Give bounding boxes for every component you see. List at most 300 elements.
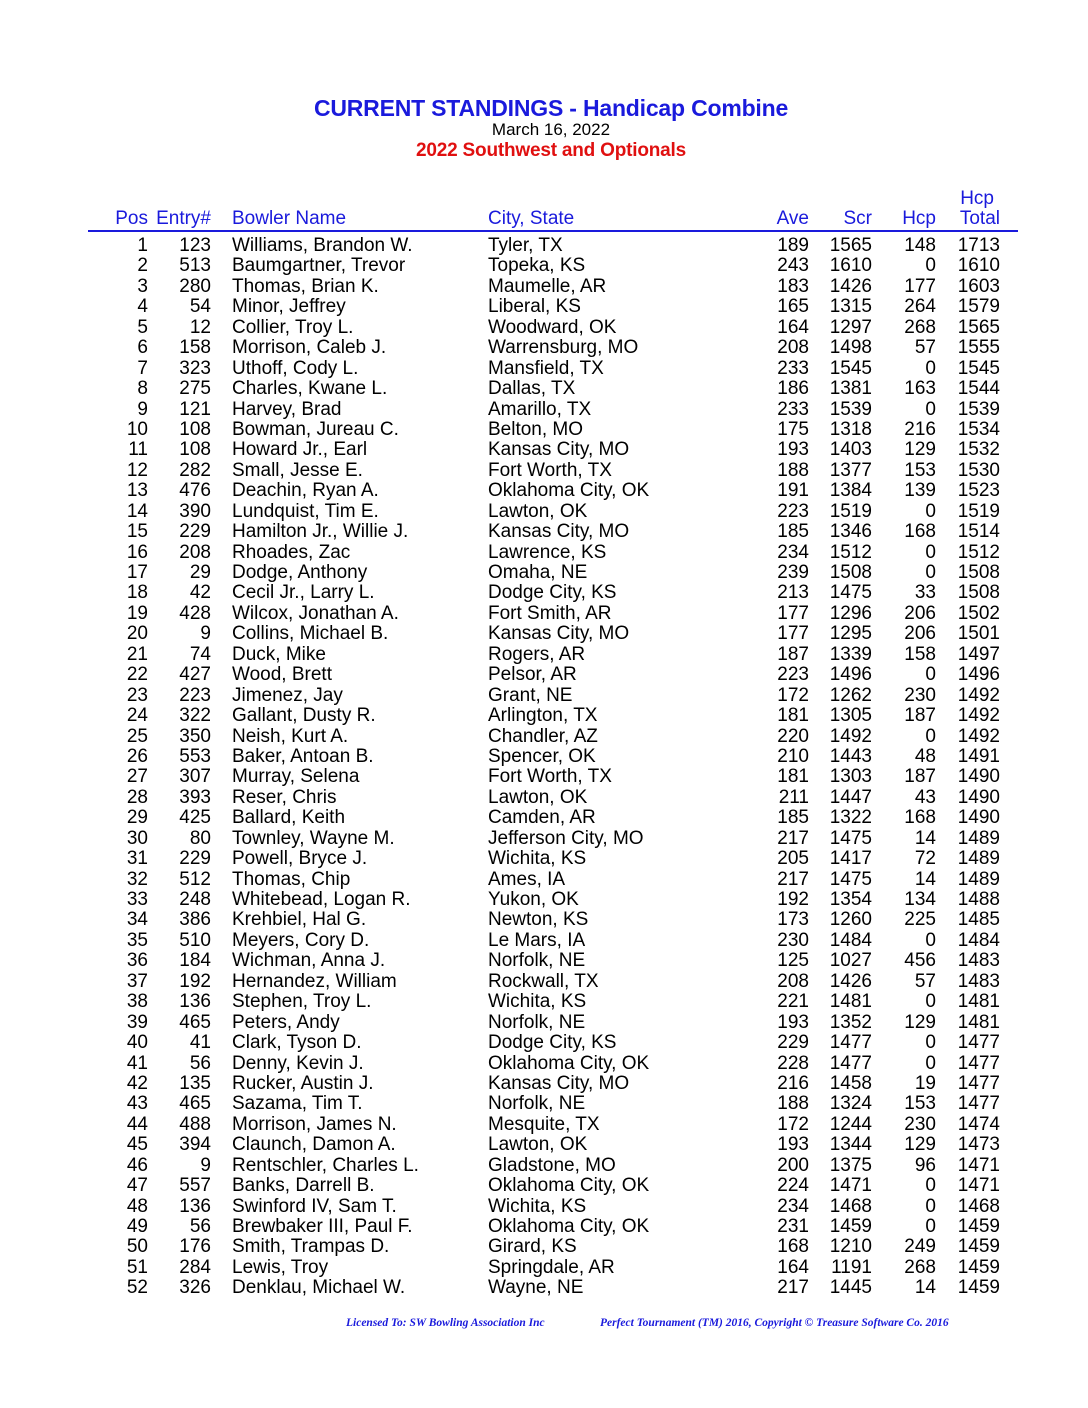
cell-scr: 1305 <box>829 705 872 727</box>
cell-pos: 44 <box>126 1113 148 1135</box>
cell-pos: 20 <box>126 623 148 645</box>
cell-ave: 216 <box>777 1072 809 1094</box>
cell-city-state: Kansas City, MO <box>488 623 630 645</box>
cell-bowler-name: Baker, Antoan B. <box>232 745 374 767</box>
cell-scr: 1377 <box>829 459 872 481</box>
footer-licensed: Licensed To: SW Bowling Association Inc <box>346 1317 545 1329</box>
cell-scr: 1443 <box>829 745 872 767</box>
cell-entry: 136 <box>179 991 211 1013</box>
cell-city-state: Springdale, AR <box>488 1256 615 1278</box>
cell-hcp: 0 <box>925 1032 936 1054</box>
table-row <box>0 1073 1088 1093</box>
cell-entry: 108 <box>179 439 211 461</box>
table-row <box>0 337 1088 357</box>
cell-bowler-name: Rucker, Austin J. <box>232 1072 374 1094</box>
table-row <box>0 1155 1088 1175</box>
cell-scr: 1545 <box>829 357 872 379</box>
cell-hcp-total: 1477 <box>957 1052 1000 1074</box>
cell-pos: 18 <box>126 582 148 604</box>
cell-pos: 16 <box>126 541 148 563</box>
cell-entry: 176 <box>179 1236 211 1258</box>
cell-entry: 513 <box>179 255 211 277</box>
report-date: March 16, 2022 <box>491 120 611 139</box>
cell-entry: 42 <box>189 582 211 604</box>
cell-entry: 512 <box>179 868 211 890</box>
cell-scr: 1244 <box>829 1113 872 1135</box>
cell-hcp: 0 <box>925 1216 936 1237</box>
cell-ave: 208 <box>777 970 809 992</box>
cell-city-state: Oklahoma City, OK <box>488 1216 650 1237</box>
cell-entry: 476 <box>179 480 211 502</box>
cell-entry: 56 <box>189 1052 211 1074</box>
cell-scr: 1477 <box>829 1032 872 1054</box>
cell-bowler-name: Gallant, Dusty R. <box>232 705 376 727</box>
table-row <box>0 787 1088 807</box>
cell-ave: 172 <box>777 1113 809 1135</box>
cell-city-state: Omaha, NE <box>488 562 588 583</box>
cell-bowler-name: Bowman, Jureau C. <box>232 418 399 440</box>
cell-city-state: Dodge City, KS <box>488 582 617 604</box>
table-row <box>0 766 1088 786</box>
cell-city-state: Newton, KS <box>488 909 589 931</box>
cell-hcp-total: 1492 <box>957 705 1000 727</box>
cell-bowler-name: Denklau, Michael W. <box>232 1277 406 1299</box>
cell-hcp: 0 <box>925 398 936 420</box>
cell-entry: 9 <box>200 623 211 645</box>
cell-hcp: 230 <box>904 1113 936 1135</box>
cell-scr: 1339 <box>829 643 872 665</box>
cell-hcp: 168 <box>904 521 936 543</box>
cell-bowler-name: Collins, Michael B. <box>232 623 389 645</box>
cell-hcp: 129 <box>904 1134 936 1156</box>
cell-bowler-name: Sazama, Tim T. <box>232 1093 363 1115</box>
cell-scr: 1445 <box>829 1277 872 1299</box>
cell-hcp-total: 1512 <box>957 541 1000 563</box>
cell-scr: 1403 <box>829 439 872 461</box>
cell-pos: 50 <box>126 1236 148 1258</box>
col-total-bottom: Total <box>959 208 1000 229</box>
cell-hcp: 0 <box>925 541 936 563</box>
cell-pos: 40 <box>126 1032 148 1054</box>
cell-hcp-total: 1477 <box>957 1032 1000 1054</box>
cell-hcp: 268 <box>904 316 936 338</box>
cell-hcp: 43 <box>914 786 936 808</box>
cell-bowler-name: Lewis, Troy <box>232 1256 329 1278</box>
table-row <box>0 1093 1088 1113</box>
cell-pos: 9 <box>137 398 148 420</box>
cell-hcp-total: 1489 <box>957 827 1000 849</box>
cell-pos: 46 <box>126 1154 148 1176</box>
table-row <box>0 1134 1088 1154</box>
cell-entry: 390 <box>179 500 211 522</box>
cell-ave: 164 <box>777 316 809 338</box>
cell-hcp-total: 1490 <box>957 807 1000 829</box>
cell-ave: 125 <box>777 950 809 972</box>
cell-bowler-name: Clark, Tyson D. <box>232 1032 362 1054</box>
cell-city-state: Oklahoma City, OK <box>488 1175 650 1197</box>
cell-hcp: 206 <box>904 623 936 645</box>
cell-hcp-total: 1477 <box>957 1072 1000 1094</box>
cell-pos: 25 <box>126 725 148 747</box>
cell-entry: 465 <box>179 1011 211 1033</box>
cell-ave: 224 <box>777 1175 809 1197</box>
cell-ave: 230 <box>777 929 809 951</box>
table-row <box>0 460 1088 480</box>
cell-scr: 1417 <box>829 848 872 870</box>
cell-city-state: Oklahoma City, OK <box>488 1052 650 1074</box>
cell-hcp: 14 <box>914 1277 936 1299</box>
cell-hcp: 0 <box>925 1175 936 1197</box>
cell-hcp: 129 <box>904 1011 936 1033</box>
cell-bowler-name: Murray, Selena <box>232 766 360 788</box>
cell-entry: 158 <box>179 337 211 359</box>
cell-bowler-name: Lundquist, Tim E. <box>232 500 379 522</box>
cell-city-state: Le Mars, IA <box>488 929 586 951</box>
cell-pos: 7 <box>137 357 148 379</box>
cell-ave: 192 <box>777 889 809 910</box>
cell-city-state: Wichita, KS <box>488 848 587 870</box>
cell-pos: 48 <box>126 1195 148 1217</box>
cell-entry: 510 <box>179 929 211 951</box>
cell-scr: 1352 <box>829 1011 872 1033</box>
cell-scr: 1484 <box>829 929 872 951</box>
cell-city-state: Wichita, KS <box>488 991 587 1013</box>
cell-scr: 1324 <box>829 1093 872 1115</box>
cell-ave: 168 <box>777 1236 809 1258</box>
cell-hcp: 48 <box>914 745 936 767</box>
cell-scr: 1539 <box>829 398 872 420</box>
cell-scr: 1447 <box>829 786 872 808</box>
cell-scr: 1297 <box>829 316 872 338</box>
cell-pos: 41 <box>126 1052 148 1074</box>
col-ave: Ave <box>776 208 809 229</box>
cell-scr: 1508 <box>829 562 872 583</box>
cell-hcp-total: 1579 <box>957 296 1000 318</box>
cell-city-state: Gladstone, MO <box>488 1154 616 1176</box>
cell-scr: 1458 <box>829 1072 872 1094</box>
cell-hcp: 0 <box>925 664 936 686</box>
cell-bowler-name: Howard Jr., Earl <box>232 439 368 461</box>
table-row <box>0 419 1088 439</box>
cell-hcp: 139 <box>904 480 936 502</box>
cell-ave: 233 <box>777 398 809 420</box>
cell-hcp: 230 <box>904 684 936 706</box>
table-row <box>0 358 1088 378</box>
cell-pos: 5 <box>137 316 148 338</box>
cell-hcp-total: 1555 <box>957 337 1000 359</box>
cell-bowler-name: Williams, Brandon W. <box>232 235 413 256</box>
cell-entry: 465 <box>179 1093 211 1115</box>
cell-bowler-name: Hamilton Jr., Willie J. <box>232 521 409 543</box>
cell-hcp: 0 <box>925 1052 936 1074</box>
cell-scr: 1296 <box>829 602 872 624</box>
cell-scr: 1565 <box>829 235 872 256</box>
cell-ave: 234 <box>777 541 809 563</box>
cell-ave: 165 <box>777 296 809 318</box>
footer-copyright: Perfect Tournament (TM) 2016, Copyright © Treasure Software Co. 2016 <box>600 1317 949 1329</box>
cell-city-state: Dallas, TX <box>488 378 576 400</box>
cell-ave: 173 <box>777 909 809 931</box>
cell-city-state: Rogers, AR <box>488 643 586 665</box>
table-row <box>0 807 1088 827</box>
cell-scr: 1027 <box>829 950 872 972</box>
cell-entry: 108 <box>179 418 211 440</box>
cell-hcp: 0 <box>925 500 936 522</box>
cell-bowler-name: Small, Jesse E. <box>232 459 363 481</box>
col-hcp: Hcp <box>902 208 936 229</box>
cell-hcp-total: 1508 <box>957 562 1000 583</box>
cell-city-state: Pelsor, AR <box>488 664 577 686</box>
cell-hcp: 96 <box>914 1154 936 1176</box>
cell-ave: 205 <box>777 848 809 870</box>
cell-pos: 10 <box>126 418 148 440</box>
col-scr: Scr <box>843 208 872 229</box>
cell-bowler-name: Brewbaker III, Paul F. <box>232 1216 413 1237</box>
cell-city-state: Arlington, TX <box>488 705 598 727</box>
cell-entry: 425 <box>179 807 211 829</box>
cell-ave: 181 <box>777 766 809 788</box>
cell-bowler-name: Claunch, Damon A. <box>232 1134 396 1156</box>
cell-hcp-total: 1532 <box>957 439 1000 461</box>
table-row <box>0 971 1088 991</box>
cell-ave: 231 <box>777 1216 809 1237</box>
cell-entry: 284 <box>179 1256 211 1278</box>
cell-ave: 233 <box>777 357 809 379</box>
cell-hcp: 0 <box>925 991 936 1013</box>
cell-city-state: Norfolk, NE <box>488 1093 586 1115</box>
cell-hcp: 148 <box>904 235 936 256</box>
cell-bowler-name: Reser, Chris <box>232 786 337 808</box>
cell-scr: 1260 <box>829 909 872 931</box>
cell-hcp-total: 1473 <box>957 1134 1000 1156</box>
cell-ave: 181 <box>777 705 809 727</box>
cell-entry: 553 <box>179 745 211 767</box>
cell-entry: 428 <box>179 602 211 624</box>
table-row <box>0 276 1088 296</box>
cell-hcp-total: 1459 <box>957 1216 1000 1237</box>
cell-hcp: 72 <box>914 848 936 870</box>
cell-hcp-total: 1713 <box>957 235 1000 256</box>
cell-hcp: 0 <box>925 929 936 951</box>
cell-hcp: 0 <box>925 357 936 379</box>
table-row <box>0 1114 1088 1134</box>
cell-scr: 1262 <box>829 684 872 706</box>
cell-pos: 33 <box>126 889 148 910</box>
cell-entry: 322 <box>179 705 211 727</box>
cell-bowler-name: Neish, Kurt A. <box>232 725 349 747</box>
cell-bowler-name: Deachin, Ryan A. <box>232 480 379 502</box>
cell-entry: 12 <box>189 316 211 338</box>
cell-scr: 1471 <box>829 1175 872 1197</box>
cell-ave: 243 <box>777 255 809 277</box>
cell-scr: 1346 <box>829 521 872 543</box>
cell-ave: 188 <box>777 459 809 481</box>
cell-hcp: 187 <box>904 705 936 727</box>
cell-scr: 1303 <box>829 766 872 788</box>
cell-bowler-name: Rhoades, Zac <box>232 541 351 563</box>
cell-hcp: 264 <box>904 296 936 318</box>
cell-hcp-total: 1539 <box>957 398 1000 420</box>
cell-bowler-name: Thomas, Chip <box>232 868 351 890</box>
cell-bowler-name: Jimenez, Jay <box>232 684 343 706</box>
cell-city-state: Woodward, OK <box>488 316 617 338</box>
cell-entry: 248 <box>179 889 211 910</box>
cell-scr: 1295 <box>829 623 872 645</box>
cell-ave: 223 <box>777 664 809 686</box>
table-row <box>0 1277 1088 1297</box>
cell-hcp-total: 1514 <box>957 521 1000 543</box>
cell-hcp-total: 1459 <box>957 1236 1000 1258</box>
cell-pos: 26 <box>126 745 148 767</box>
cell-hcp-total: 1502 <box>957 602 1000 624</box>
cell-hcp-total: 1489 <box>957 868 1000 890</box>
cell-hcp-total: 1544 <box>957 378 1000 400</box>
table-row <box>0 235 1088 255</box>
cell-entry: 208 <box>179 541 211 563</box>
cell-ave: 183 <box>777 275 809 297</box>
cell-hcp: 129 <box>904 439 936 461</box>
cell-hcp-total: 1468 <box>957 1195 1000 1217</box>
table-row <box>0 1012 1088 1032</box>
cell-pos: 11 <box>128 439 148 461</box>
cell-city-state: Ames, IA <box>488 868 566 890</box>
cell-bowler-name: Morrison, Caleb J. <box>232 337 387 359</box>
cell-hcp-total: 1459 <box>957 1256 1000 1278</box>
cell-ave: 217 <box>777 1277 809 1299</box>
cell-bowler-name: Wilcox, Jonathan A. <box>232 602 399 624</box>
table-row <box>0 1053 1088 1073</box>
cell-hcp: 249 <box>904 1236 936 1258</box>
cell-scr: 1210 <box>829 1236 872 1258</box>
cell-entry: 393 <box>179 786 211 808</box>
cell-bowler-name: Cecil Jr., Larry L. <box>232 582 375 604</box>
cell-pos: 13 <box>126 480 148 502</box>
cell-bowler-name: Whitebead, Logan R. <box>232 889 411 910</box>
cell-ave: 188 <box>777 1093 809 1115</box>
cell-bowler-name: Uthoff, Cody L. <box>232 357 359 379</box>
cell-pos: 31 <box>126 848 148 870</box>
cell-scr: 1426 <box>829 275 872 297</box>
cell-city-state: Rockwall, TX <box>488 970 599 992</box>
cell-city-state: Spencer, OK <box>488 745 596 767</box>
cell-scr: 1492 <box>829 725 872 747</box>
cell-hcp-total: 1565 <box>957 316 1000 338</box>
table-row <box>0 501 1088 521</box>
standings-table <box>0 235 1088 1298</box>
table-row <box>0 1216 1088 1236</box>
table-row <box>0 950 1088 970</box>
cell-pos: 34 <box>126 909 148 931</box>
cell-hcp-total: 1610 <box>957 255 1000 277</box>
table-row <box>0 991 1088 1011</box>
cell-hcp-total: 1471 <box>957 1154 1000 1176</box>
col-bowler-name: Bowler Name <box>232 208 347 229</box>
col-entry: Entry# <box>156 208 211 229</box>
cell-bowler-name: Harvey, Brad <box>232 398 342 420</box>
cell-pos: 15 <box>126 521 148 543</box>
cell-scr: 1381 <box>829 378 872 400</box>
cell-bowler-name: Rentschler, Charles L. <box>232 1154 419 1176</box>
cell-scr: 1459 <box>829 1216 872 1237</box>
cell-hcp-total: 1545 <box>957 357 1000 379</box>
cell-hcp: 57 <box>914 970 936 992</box>
cell-hcp-total: 1484 <box>957 929 1000 951</box>
cell-entry: 29 <box>189 562 211 583</box>
table-row <box>0 562 1088 582</box>
cell-pos: 42 <box>126 1072 148 1094</box>
cell-pos: 30 <box>126 827 148 849</box>
cell-bowler-name: Powell, Bryce J. <box>232 848 368 870</box>
cell-hcp-total: 1501 <box>957 623 1000 645</box>
cell-hcp-total: 1534 <box>957 418 1000 440</box>
table-row <box>0 664 1088 684</box>
cell-hcp-total: 1490 <box>957 766 1000 788</box>
cell-pos: 24 <box>126 705 148 727</box>
cell-city-state: Dodge City, KS <box>488 1032 617 1054</box>
cell-bowler-name: Baumgartner, Trevor <box>232 255 406 277</box>
table-row <box>0 582 1088 602</box>
cell-hcp: 0 <box>925 725 936 747</box>
cell-pos: 28 <box>126 786 148 808</box>
cell-hcp: 14 <box>914 827 936 849</box>
cell-scr: 1322 <box>829 807 872 829</box>
table-row <box>0 317 1088 337</box>
cell-hcp: 134 <box>904 889 936 910</box>
cell-scr: 1475 <box>829 827 872 849</box>
cell-hcp-total: 1489 <box>957 848 1000 870</box>
col-total-top: Hcp <box>960 188 994 209</box>
table-row <box>0 828 1088 848</box>
cell-entry: 427 <box>179 664 211 686</box>
cell-entry: 184 <box>179 950 211 972</box>
cell-scr: 1496 <box>829 664 872 686</box>
cell-hcp: 0 <box>925 562 936 583</box>
cell-hcp-total: 1530 <box>957 459 1000 481</box>
cell-pos: 32 <box>126 868 148 890</box>
cell-hcp: 177 <box>904 275 936 297</box>
cell-bowler-name: Collier, Troy L. <box>232 316 354 338</box>
cell-city-state: Fort Worth, TX <box>488 459 612 481</box>
cell-ave: 239 <box>777 562 809 583</box>
cell-city-state: Lawton, OK <box>488 1134 588 1156</box>
cell-scr: 1475 <box>829 582 872 604</box>
cell-pos: 17 <box>126 562 148 583</box>
cell-ave: 187 <box>777 643 809 665</box>
cell-scr: 1475 <box>829 868 872 890</box>
cell-hcp-total: 1481 <box>957 991 1000 1013</box>
cell-bowler-name: Stephen, Troy L. <box>232 991 372 1013</box>
cell-bowler-name: Denny, Kevin J. <box>232 1052 364 1074</box>
cell-bowler-name: Townley, Wayne M. <box>232 827 395 849</box>
cell-ave: 185 <box>777 807 809 829</box>
cell-ave: 211 <box>778 786 809 808</box>
cell-bowler-name: Meyers, Cory D. <box>232 929 370 951</box>
cell-hcp-total: 1497 <box>957 643 1000 665</box>
cell-ave: 223 <box>777 500 809 522</box>
cell-entry: 56 <box>189 1216 211 1237</box>
table-row <box>0 521 1088 541</box>
cell-scr: 1481 <box>829 991 872 1013</box>
cell-entry: 275 <box>179 378 211 400</box>
cell-city-state: Tyler, TX <box>488 235 563 256</box>
cell-pos: 2 <box>137 255 148 277</box>
cell-bowler-name: Banks, Darrell B. <box>232 1175 375 1197</box>
cell-bowler-name: Wichman, Anna J. <box>232 950 386 972</box>
cell-entry: 229 <box>179 521 211 543</box>
cell-hcp-total: 1603 <box>957 275 1000 297</box>
cell-ave: 213 <box>777 582 809 604</box>
cell-bowler-name: Smith, Trampas D. <box>232 1236 390 1258</box>
